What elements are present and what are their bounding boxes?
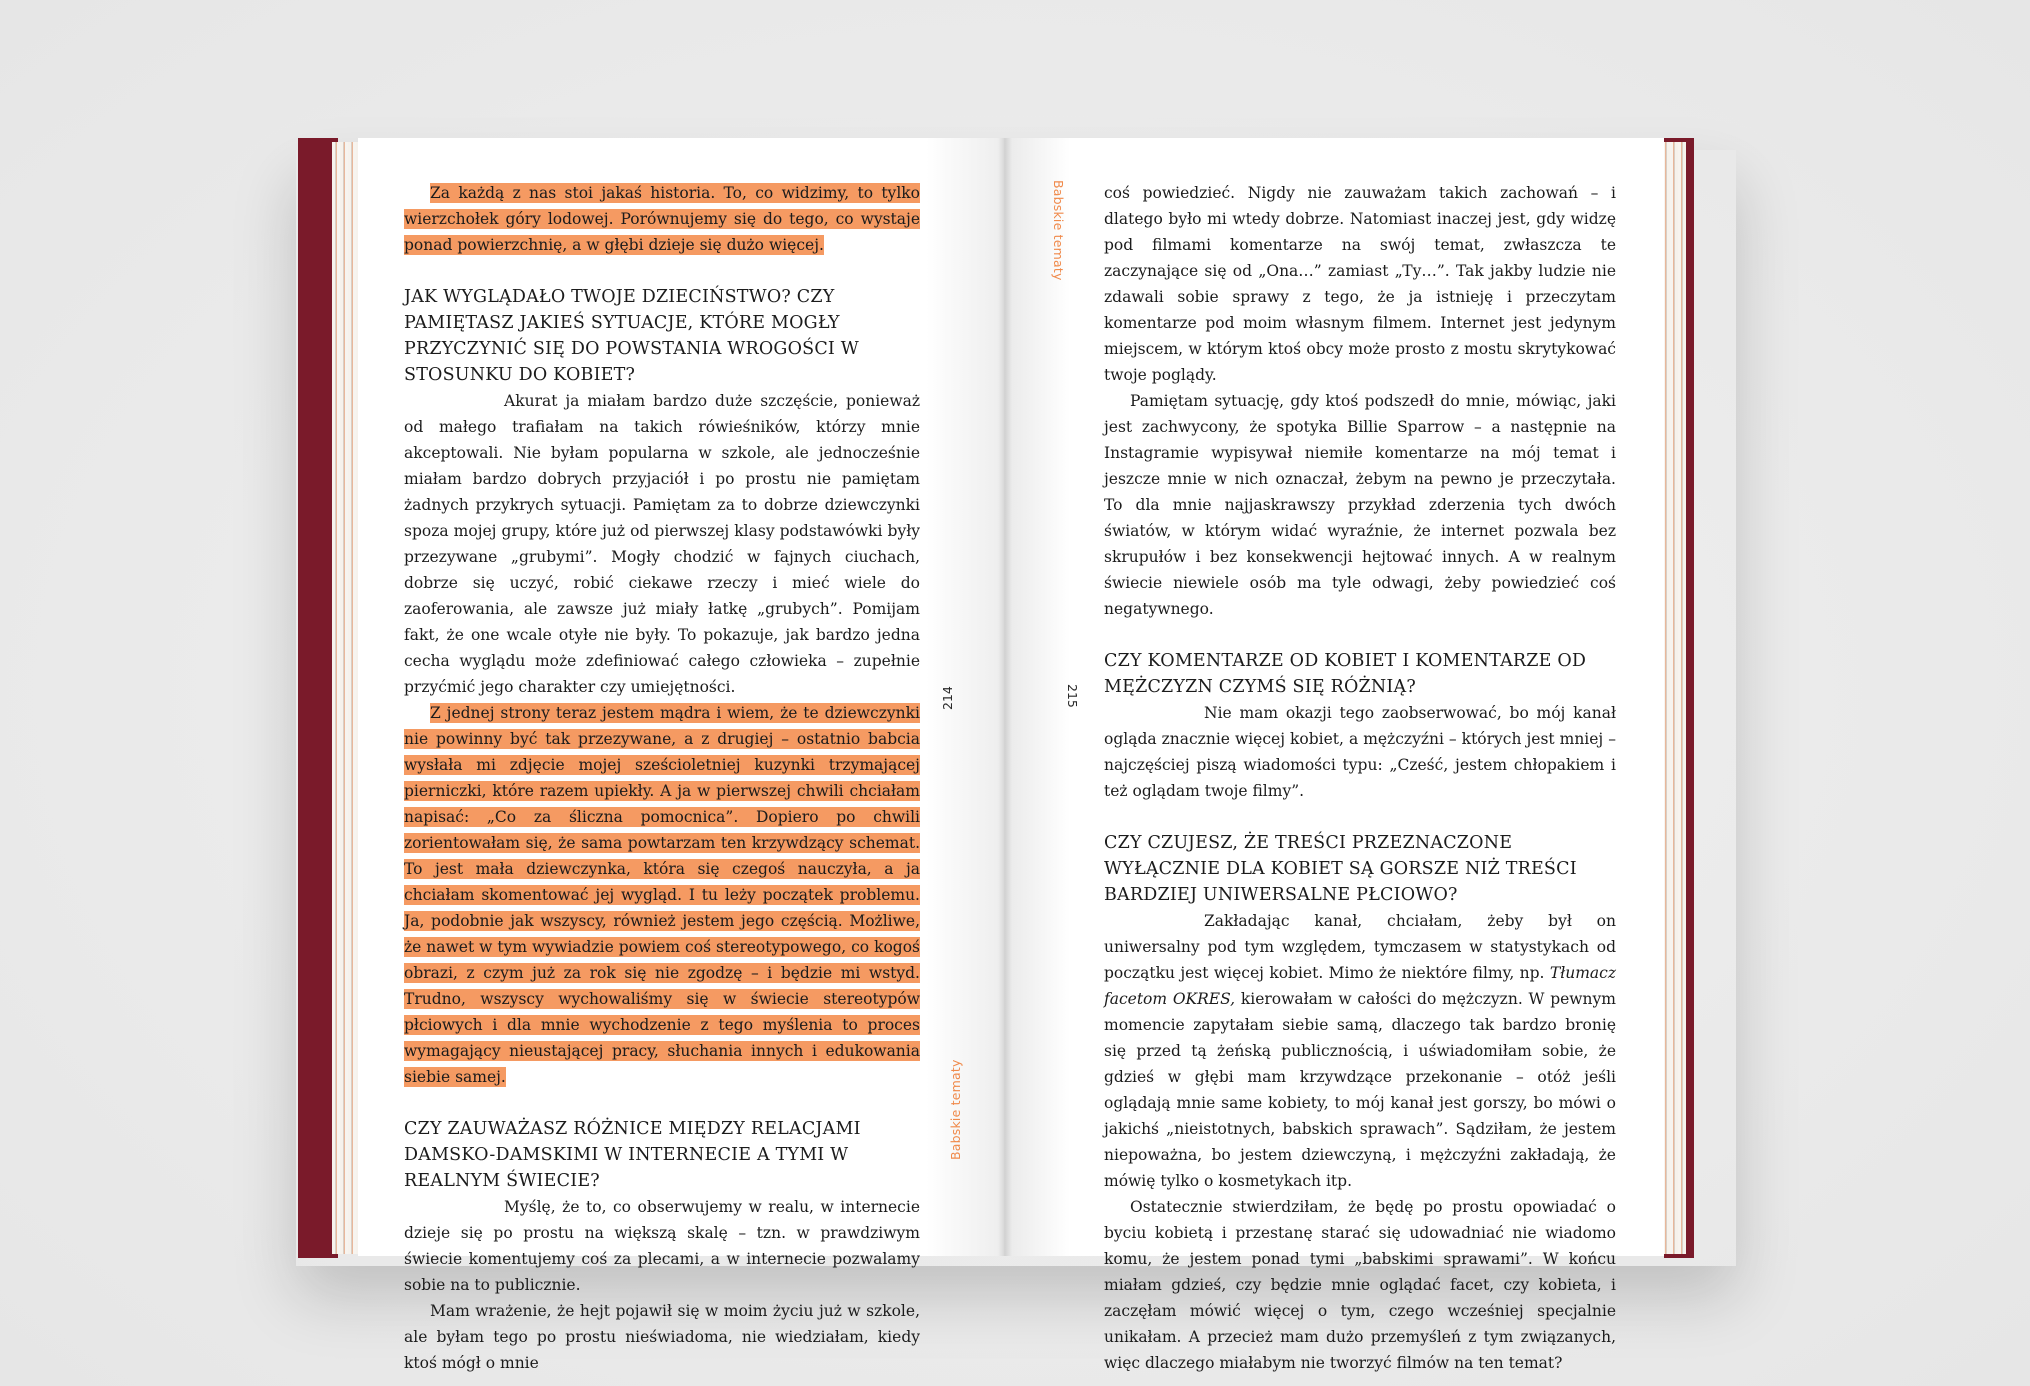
answer-paragraph: [1104, 180, 1616, 388]
interview-question: CZY CZUJESZ, ŻE TREŚCI PRZEZNACZONE WYŁĄCZNIE DLA KOBIET SĄ GORSZE NIŻ TREŚCI BARDZIEJ UNIWERSALNE PŁCIOWO?: [1104, 833, 1577, 905]
answer-paragraph: [1104, 388, 1616, 622]
answer-paragraph: [404, 1298, 920, 1376]
highlighted-paragraph: [404, 700, 920, 1090]
paragraph-spacer: [1104, 804, 1616, 830]
interview-question: JAK WYGLĄDAŁO TWOJE DZIECIŃSTWO? CZY PAMIĘTASZ JAKIEŚ SYTUACJE, KTÓRE MOGŁY PRZYCZYNIĆ SIĘ DO POWSTANIA WROGOŚCI W STOSUNKU DO KOBIET?: [404, 287, 859, 385]
paragraph-text-part: Zakładając kanał, chciałam, żeby był on uniwersalny pod tym względem, tymczasem w statystykach od początku jest więcej kobiet. Mimo że niektóre filmy, np.: [1104, 912, 1616, 982]
left-page-text: [404, 180, 920, 1376]
right-page-text: [1104, 180, 1616, 1376]
answer-paragraph: [1104, 1194, 1616, 1376]
paragraph-spacer: [404, 258, 920, 284]
interview-question: CZY ZAUWAŻASZ RÓŻNICE MIĘDZY RELACJAMI DAMSKO-DAMSKIMI W INTERNECIE A TYMI W REALNYM ŚWIECIE?: [404, 1119, 861, 1191]
answer-paragraph: [1104, 700, 1616, 804]
film-title-italic: Tłumacz facetom OKRES,: [1104, 964, 1616, 1008]
interview-question: CZY KOMENTARZE OD KOBIET I KOMENTARZE OD MĘŻCZYZN CZYMŚ SIĘ RÓŻNIĄ?: [1104, 651, 1587, 697]
paragraph-spacer: [404, 1090, 920, 1116]
highlighted-text: Za każdą z nas stoi jakaś historia. To, co widzimy, to tylko wierzchołek góry lodowej. Porównujemy się do tego, co wystaje ponad powierzchnię, a w głębi dzieje się dużo więcej.: [404, 184, 920, 254]
paragraph-spacer: [1104, 622, 1616, 648]
paragraph-text: Ostatecznie stwierdziłam, że będę po prostu opowiadać o byciu kobietą i przestanę starać się udowadniać nie wiadomo komu, że jestem ponad tymi „babskimi sprawami”. W końcu miałam gdzieś, czy będzie mnie oglądać facet, czy kobieta, i zaczęłam mówić więcej o tym, czego wcześniej specjalnie unikałam. A przecież mam dużo przemyśleń z tym związanych, więc dlaczego miałabym nie tworzyć filmów na ten temat?: [1104, 1198, 1616, 1372]
paragraph-text: Myślę, że to, co obserwujemy w realu, w internecie dzieje się po prostu na większą skalę – tzn. w prawdziwym świecie komentujemy coś za plecami, a w internecie pozwalamy sobie na to publicznie.: [404, 1198, 920, 1294]
page-edges-left: [332, 142, 358, 1254]
paragraph-text: Mam wrażenie, że hejt pojawił się w moim życiu już w szkole, ale byłam tego po prostu nieświadoma, nie wiedziałam, kiedy ktoś mógł o mnie: [404, 1302, 920, 1372]
running-head-right: Babskie tematy: [1051, 180, 1066, 281]
book-gutter: [998, 138, 1012, 1256]
answer-paragraph: [1104, 908, 1616, 1194]
paragraph-text: Akurat ja miałam bardzo duże szczęście, ponieważ od małego trafiałam na takich rówieśników, którzy mnie akceptowali. Nie byłam popularna w szkole, ale jednocześnie miałam bardzo dobrych przyjaciół i po prostu nie pamiętam żadnych przykrych sytuacji. Pamiętam za to dobrze dziewczynki spoza mojej grupy, które już od pierwszej klasy podstawówki były przezywane „grubymi”. Mogły chodzić w fajnych ciuchach, dobrze się uczyć, robić ciekawe rzeczy i mieć wiele do zaoferowania, ale zawsze już miały łatkę „grubych”. Pomijam fakt, że one wcale otyłe nie były. To pokazuje, jak bardzo jedna cecha wyglądu może zdefiniować całego człowieka – zupełnie przyćmić jego charakter czy umiejętności.: [404, 392, 920, 696]
page-edges-right: [1662, 142, 1686, 1254]
running-head-left: Babskie tematy: [948, 1059, 963, 1160]
page-number-left: 214: [940, 686, 955, 710]
highlighted-text: Z jednej strony teraz jestem mądra i wiem, że te dziewczynki nie powinny być tak przezywane, a z drugiej – ostatnio babcia wysłała mi zdjęcie mojej sześcioletniej kuzynki trzymającej pierniczki, które razem upiekły. A ja w pierwszej chwili chciałam napisać: „Co za śliczna pomocnica”. Dopiero po chwili zorientowałam się, że sama powtarzam ten krzywdzący schemat. To jest mała dziewczynka, która się czegoś nauczyła, a ja chciałam skomentować jej wygląd. I tu leży początek problemu. Ja, podobnie jak wszyscy, również jestem jego częścią. Możliwe, że nawet w tym wywiadzie powiem coś stereotypowego, co kogoś obrazi, z czym już za rok się nie zgodzę – i będzie mi wstyd. Trudno, wszyscy wychowaliśmy się w świecie stereotypów płciowych i dla mnie wychodzenie z tego myślenia to proces wymagający nieustającej pracy, słuchania innych i edukowania siebie samej.: [404, 704, 920, 1086]
paragraph-text-part: kierowałam w całości do mężczyzn. W pewnym momencie zapytałam siebie samą, dlaczego tak bardzo bronię się przed tą żeńską publicznością, i uświadomiłam sobie, że gdzieś w głębi mam krzywdzące przekonanie – otóż jeśli oglądają mnie same kobiety, to mój kanał jest gorszy, bo mówi o jakichś „nieistotnych, babskich sprawach”. Sądziłam, że jestem niepoważna, bo jestem dziewczyną, i mężczyźni zakładają, że mówię tylko o kosmetykach itp.: [1104, 990, 1616, 1190]
paragraph-text: Pamiętam sytuację, gdy ktoś podszedł do mnie, mówiąc, jaki jest zachwycony, że spotyka Billie Sparrow – a następnie na Instagramie wypisywał niemiłe komentarze na mój temat i jeszcze mnie w nich oznaczał, żebym na pewno je przeczytała. To dla mnie najjaskrawszy przykład zderzenia tych dwóch światów, w którym widać wyraźnie, że internet pozwala bez skrupułów i bez konsekwencji hejtować innych. A w realnym świecie niewiele osób ma tyle odwagi, żeby powiedzieć coś negatywnego.: [1104, 392, 1616, 618]
paragraph-text: [1104, 912, 1616, 1190]
page-number-right: 215: [1065, 684, 1080, 708]
answer-paragraph: [404, 1194, 920, 1298]
paragraph-text: coś powiedzieć. Nigdy nie zauważam takich zachowań – i dlatego było mi wtedy dobrze. Natomiast inaczej jest, gdy widzę pod filmami komentarze na swój temat, zwłaszcza te zaczynające się od „Ona…” zamiast „Ty…”. Tak jakby ludzie nie zdawali sobie sprawy z tego, że ja istnieję i przeczytam komentarze pod moim własnym filmem. Internet jest jedynym miejscem, w którym ktoś obcy może prosto z mostu skrytykować twoje poglądy.: [1104, 184, 1616, 384]
highlighted-paragraph: [404, 180, 920, 258]
answer-paragraph: [404, 388, 920, 700]
paragraph-text: Nie mam okazji tego zaobserwować, bo mój kanał ogląda znacznie więcej kobiet, a mężczyźni – których jest mniej – najczęściej piszą wiadomości typu: „Cześć, jestem chłopakiem i też oglądam twoje filmy”.: [1104, 704, 1616, 800]
